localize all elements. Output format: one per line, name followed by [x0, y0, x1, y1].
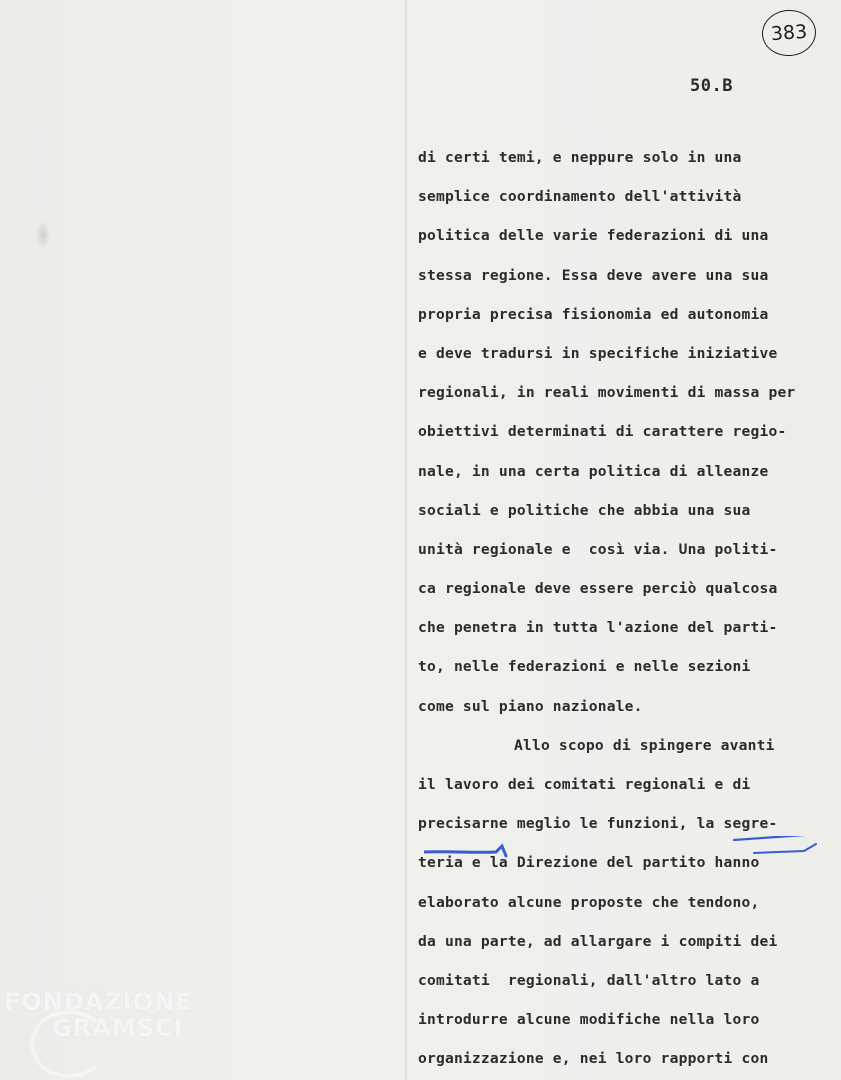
text-line: politica delle varie federazioni di una [418, 227, 769, 245]
page-number: 50.B [690, 76, 733, 96]
text-line: stessa regione. Essa deve avere una sua [418, 266, 769, 284]
text-line: come sul piano nazionale. [418, 697, 643, 715]
text-line: sociali e politiche che abbia una sua [418, 501, 751, 519]
text-line: unità regionale e così via. Una politi- [418, 540, 778, 558]
text-line: precisarne meglio le funzioni, la segre- [418, 815, 778, 833]
text-line: ca regionale deve essere perciò qualcosa [418, 580, 778, 598]
annotation-number-text: 383 [770, 20, 808, 46]
text-line: di certi temi, e neppure solo in una [418, 149, 742, 166]
foundation-watermark [4, 990, 193, 1040]
text-line: regionali, in reali movimenti di massa per [418, 384, 796, 402]
paper-speck [36, 220, 50, 250]
text-line: che penetra in tutta l'azione del parti- [418, 619, 778, 637]
text-line: da una parte, ad allargare i compiti dei [418, 932, 778, 950]
text-line-paragraph-start: Allo scopo di spingere avanti [514, 736, 775, 754]
text-line: e deve tradursi in specifiche iniziative [418, 344, 778, 362]
text-line: nale, in una certa politica di alleanze [418, 462, 769, 480]
typed-text-body [418, 138, 838, 1079]
text-line: il lavoro dei comitati regionali e di [418, 776, 751, 793]
text-line: obiettivi determinati di carattere regio- [418, 423, 787, 441]
text-line: introdurre alcune modifiche nella loro [418, 1011, 760, 1029]
text-line: teria e la Direzione del partito hanno [418, 854, 760, 872]
handwritten-page-annotation [760, 8, 817, 58]
text-line: elaborato alcune proposte che tendono, [418, 893, 760, 911]
text-line: to, nelle federazioni e nelle sezioni [418, 658, 751, 676]
page-fold [405, 0, 407, 1080]
watermark-line-1: FONDAZIONE [4, 988, 193, 1016]
text-line: semplice coordinamento dell'attività [418, 188, 742, 206]
text-line: propria precisa fisionomia ed autonomia [418, 305, 769, 323]
text-line: organizzazione e, nei loro rapporti con [418, 1050, 769, 1068]
text-line: comitati regionali, dall'altro lato a [418, 971, 760, 989]
watermark-line-2: GRAMSCI [52, 1014, 184, 1042]
